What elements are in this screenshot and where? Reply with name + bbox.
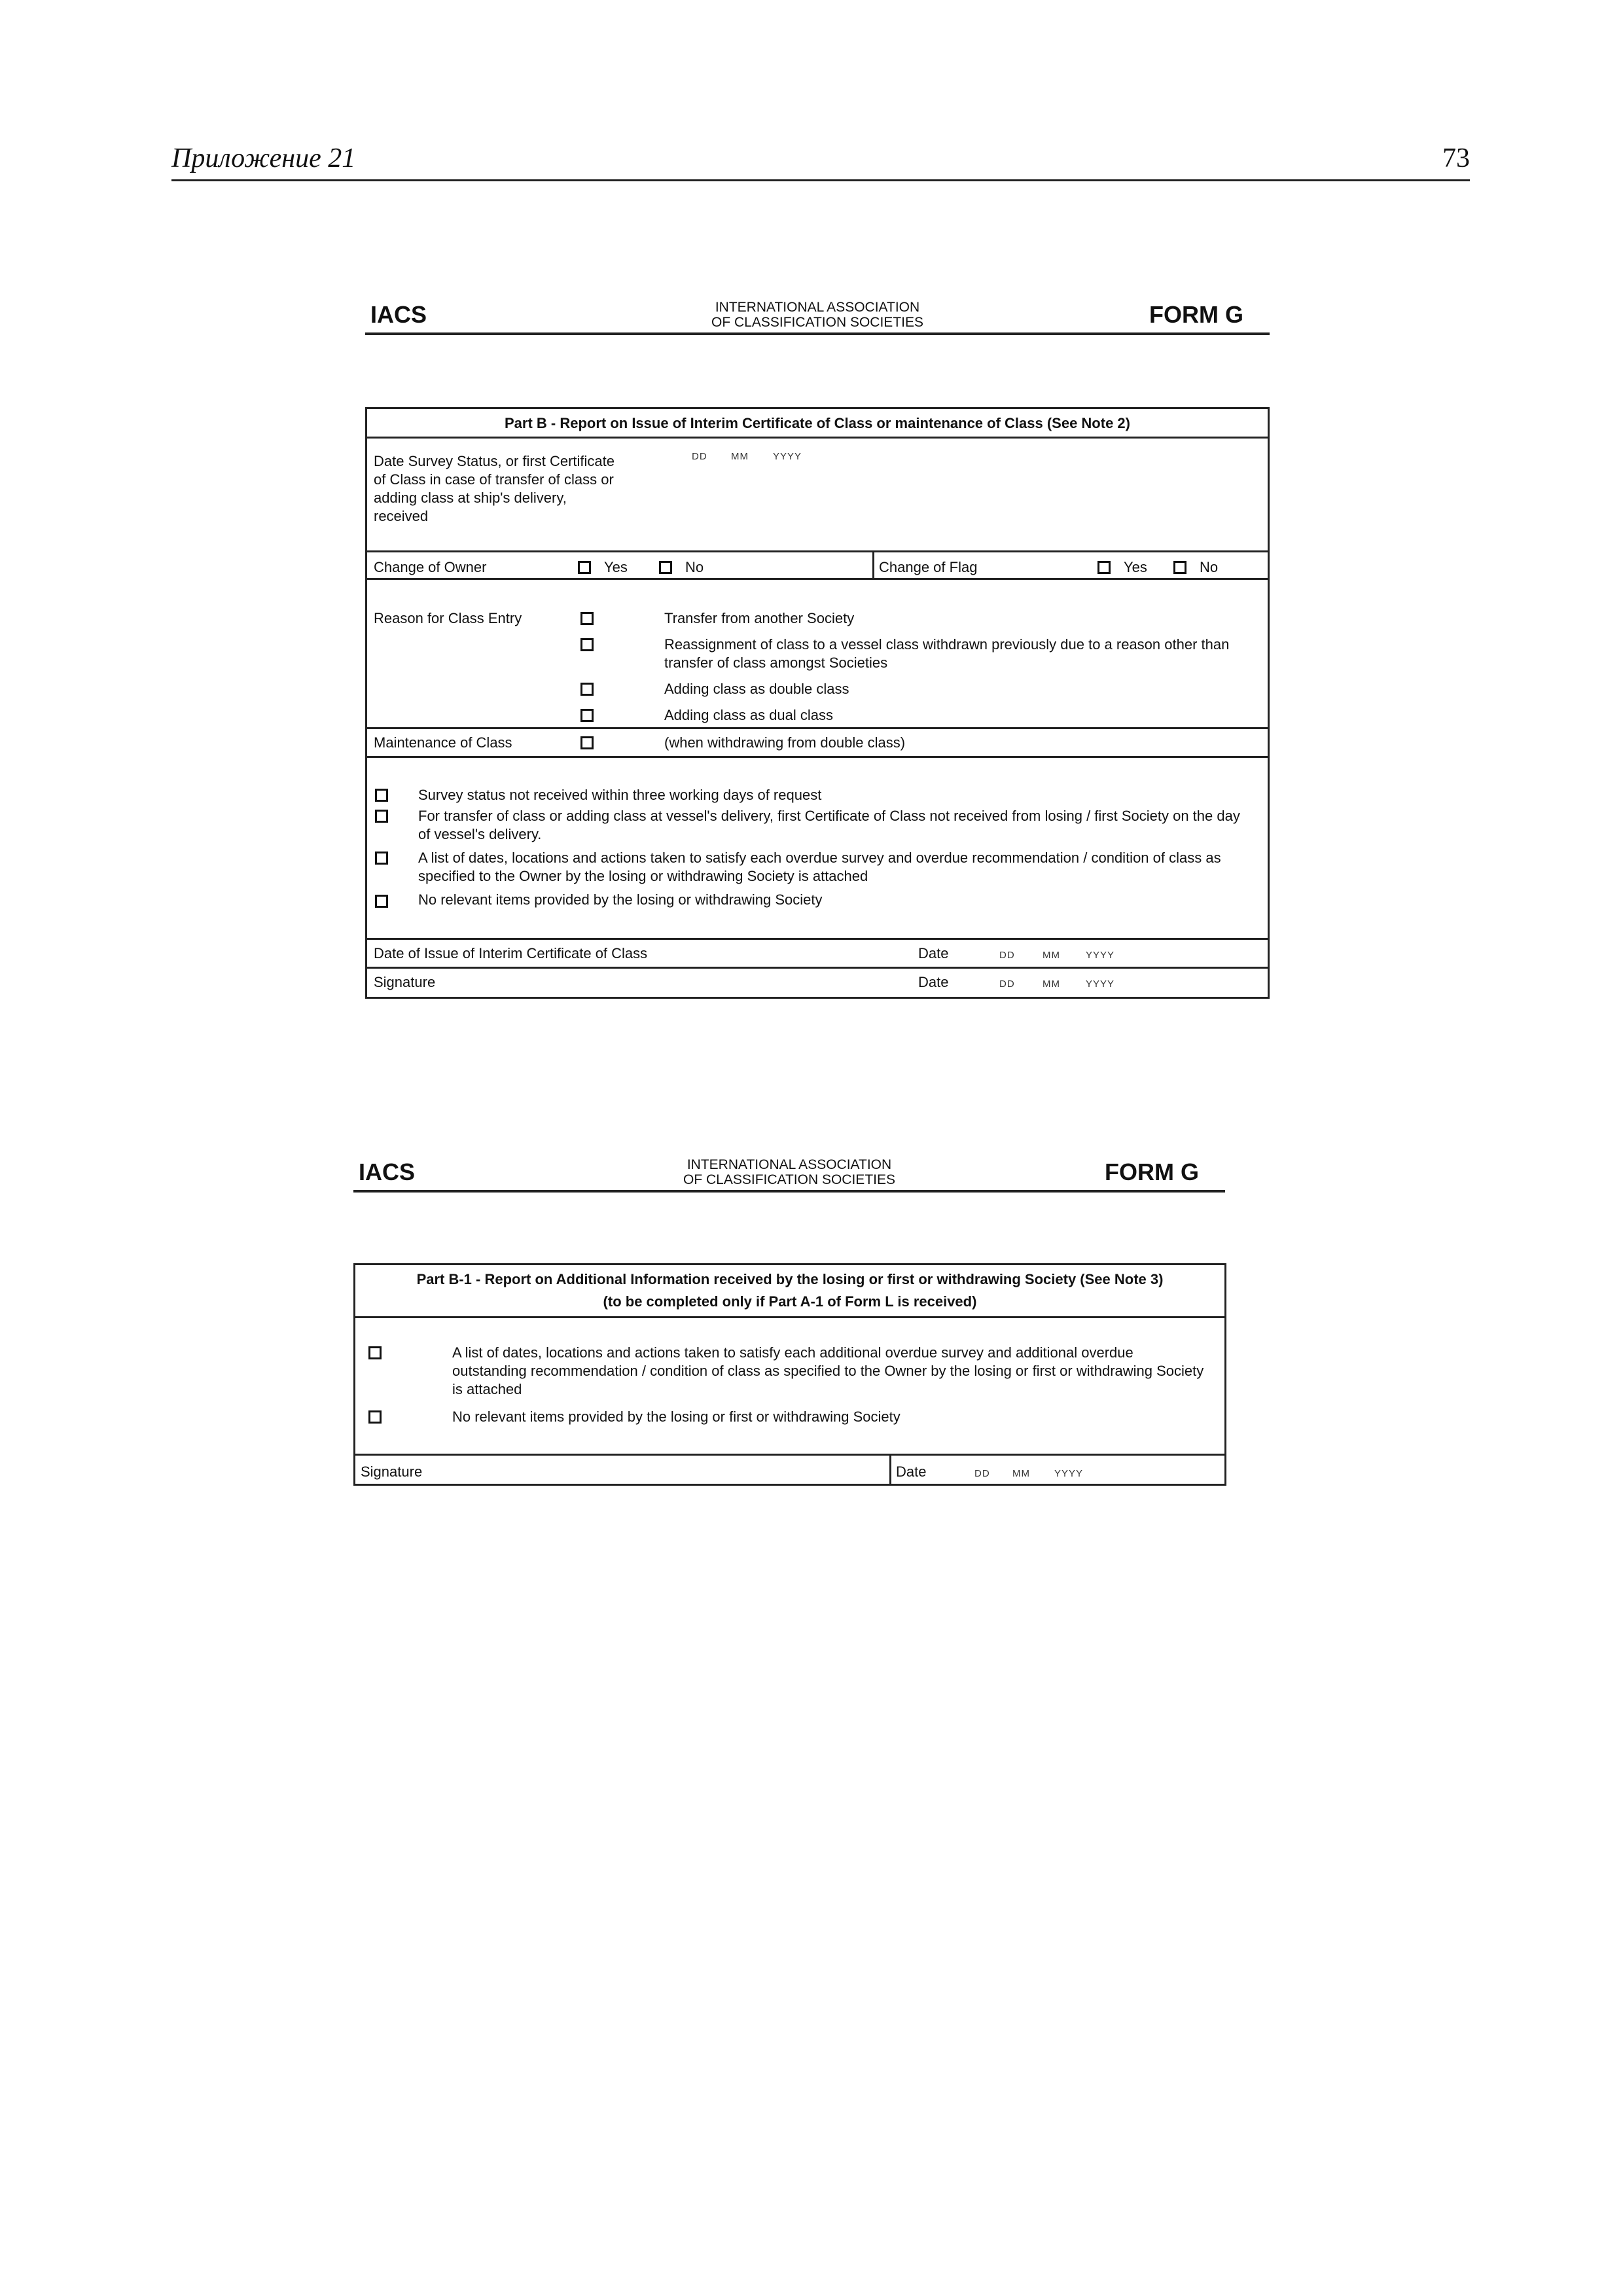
date-survey-label: Date Survey Status, or first Certificate of Class in case of transfer of class or adding class at ship's delivery, received <box>374 453 615 524</box>
yyyy-placeholder: YYYY <box>1086 950 1115 961</box>
org-name <box>711 300 923 330</box>
item-no-relevant-label: No relevant items provided by the losing or withdrawing Society <box>418 891 823 908</box>
mm-placeholder: MM <box>1043 978 1060 990</box>
dd-placeholder: DD <box>999 950 1015 961</box>
org-name-line2: OF CLASSIFICATION SOCIETIES <box>711 315 923 330</box>
dd-placeholder: DD <box>999 978 1015 990</box>
org-name-line1: INTERNATIONAL ASSOCIATION <box>715 300 920 315</box>
yyyy-placeholder: YYYY <box>773 451 802 462</box>
running-header <box>171 143 1470 181</box>
divider-vertical <box>872 550 874 578</box>
divider <box>367 437 1268 439</box>
mm-placeholder: MM <box>1043 950 1060 961</box>
change-owner-label: Change of Owner <box>374 559 487 575</box>
reason-label: Reason for Class Entry <box>374 610 522 626</box>
flag-no-checkbox[interactable] <box>1173 561 1186 574</box>
change-flag-label: Change of Flag <box>879 559 978 575</box>
part-b-title: Part B - Report on Issue of Interim Certificate of Class or maintenance of Class (See Note 2) <box>504 415 1130 431</box>
item-list-attached-checkbox[interactable] <box>368 1346 382 1359</box>
form-label: FORM G <box>1149 301 1243 328</box>
divider <box>355 1454 1224 1456</box>
signature-date-label: Date <box>918 974 949 990</box>
item-list-attached-label: A list of dates, locations and actions taken to satisfy each additional overdue survey and additional overdue outstanding recommendation / condition of class as specified to the Owner by the losing or first or withdrawing Society is attached <box>452 1344 1204 1397</box>
signature-label: Signature <box>374 974 436 990</box>
maintenance-checkbox[interactable] <box>580 736 594 749</box>
divider <box>367 938 1268 940</box>
divider <box>367 727 1268 729</box>
owner-no-checkbox[interactable] <box>659 561 672 574</box>
org-name-line1: INTERNATIONAL ASSOCIATION <box>687 1157 892 1172</box>
form2-header <box>353 1153 1225 1193</box>
org-name <box>683 1157 895 1187</box>
owner-no-label: No <box>685 559 704 575</box>
reason-transfer-checkbox[interactable] <box>580 612 594 625</box>
part-b1-title: Part B-1 - Report on Additional Information received by the losing or first or withdrawing Society (See Note 3) <box>416 1271 1164 1287</box>
form-label: FORM G <box>1105 1158 1199 1185</box>
yyyy-placeholder: YYYY <box>1054 1468 1084 1479</box>
owner-yes-checkbox[interactable] <box>578 561 591 574</box>
item-first-certificate-checkbox[interactable] <box>375 810 388 823</box>
divider <box>367 967 1268 969</box>
item-survey-status-checkbox[interactable] <box>375 789 388 802</box>
mm-placeholder: MM <box>1012 1468 1030 1479</box>
divider <box>355 1316 1224 1318</box>
divider-vertical <box>889 1454 891 1484</box>
item-list-attached-checkbox[interactable] <box>375 852 388 865</box>
reason-double-class-checkbox[interactable] <box>580 683 594 696</box>
reason-reassignment-checkbox[interactable] <box>580 638 594 651</box>
item-no-relevant-checkbox[interactable] <box>375 895 388 908</box>
divider <box>367 550 1268 552</box>
page-number: 73 <box>1442 143 1470 173</box>
reason-reassignment-label: Reassignment of class to a vessel class withdrawn previously due to a reason other than transfer of class amongst Societies <box>664 636 1230 671</box>
signature-label: Signature <box>361 1463 423 1480</box>
item-no-relevant-label: No relevant items provided by the losing or first or withdrawing Society <box>452 1408 901 1425</box>
date-issue-date-label: Date <box>918 945 949 961</box>
reason-dual-class-label: Adding class as dual class <box>664 707 834 723</box>
flag-no-label: No <box>1200 559 1219 575</box>
dd-placeholder: DD <box>692 451 707 462</box>
item-first-certificate-label: For transfer of class or adding class at vessel's delivery, first Certificate of Class not received from losing / first Society on the day of vessel's delivery. <box>418 808 1240 842</box>
item-list-attached-label: A list of dates, locations and actions taken to satisfy each overdue survey and overdue recommendation / condition of class as specified to the Owner by the losing or withdrawing Society is attached <box>418 850 1221 884</box>
flag-yes-label: Yes <box>1124 559 1147 575</box>
owner-yes-label: Yes <box>604 559 628 575</box>
iacs-logo-text: IACS <box>370 301 427 328</box>
form1-header <box>365 296 1270 335</box>
form1-table <box>365 407 1270 999</box>
item-no-relevant-checkbox[interactable] <box>368 1410 382 1424</box>
form2-table <box>353 1263 1226 1486</box>
date-label: Date <box>896 1463 927 1480</box>
dd-placeholder: DD <box>974 1468 990 1479</box>
iacs-logo-text: IACS <box>359 1158 416 1185</box>
reason-dual-class-checkbox[interactable] <box>580 709 594 722</box>
org-name-line2: OF CLASSIFICATION SOCIETIES <box>683 1172 895 1187</box>
reason-double-class-label: Adding class as double class <box>664 681 849 697</box>
appendix-label: Приложение 21 <box>171 143 356 173</box>
flag-yes-checkbox[interactable] <box>1097 561 1111 574</box>
part-b1-subtitle: (to be completed only if Part A-1 of Form L is received) <box>603 1293 977 1310</box>
date-issue-label: Date of Issue of Interim Certificate of Class <box>374 945 648 961</box>
reason-transfer-label: Transfer from another Society <box>664 610 855 626</box>
divider <box>367 578 1268 580</box>
divider <box>367 756 1268 758</box>
maintenance-note: (when withdrawing from double class) <box>664 734 906 751</box>
item-survey-status-label: Survey status not received within three working days of request <box>418 787 822 803</box>
maintenance-label: Maintenance of Class <box>374 734 512 751</box>
yyyy-placeholder: YYYY <box>1086 978 1115 990</box>
mm-placeholder: MM <box>731 451 749 462</box>
